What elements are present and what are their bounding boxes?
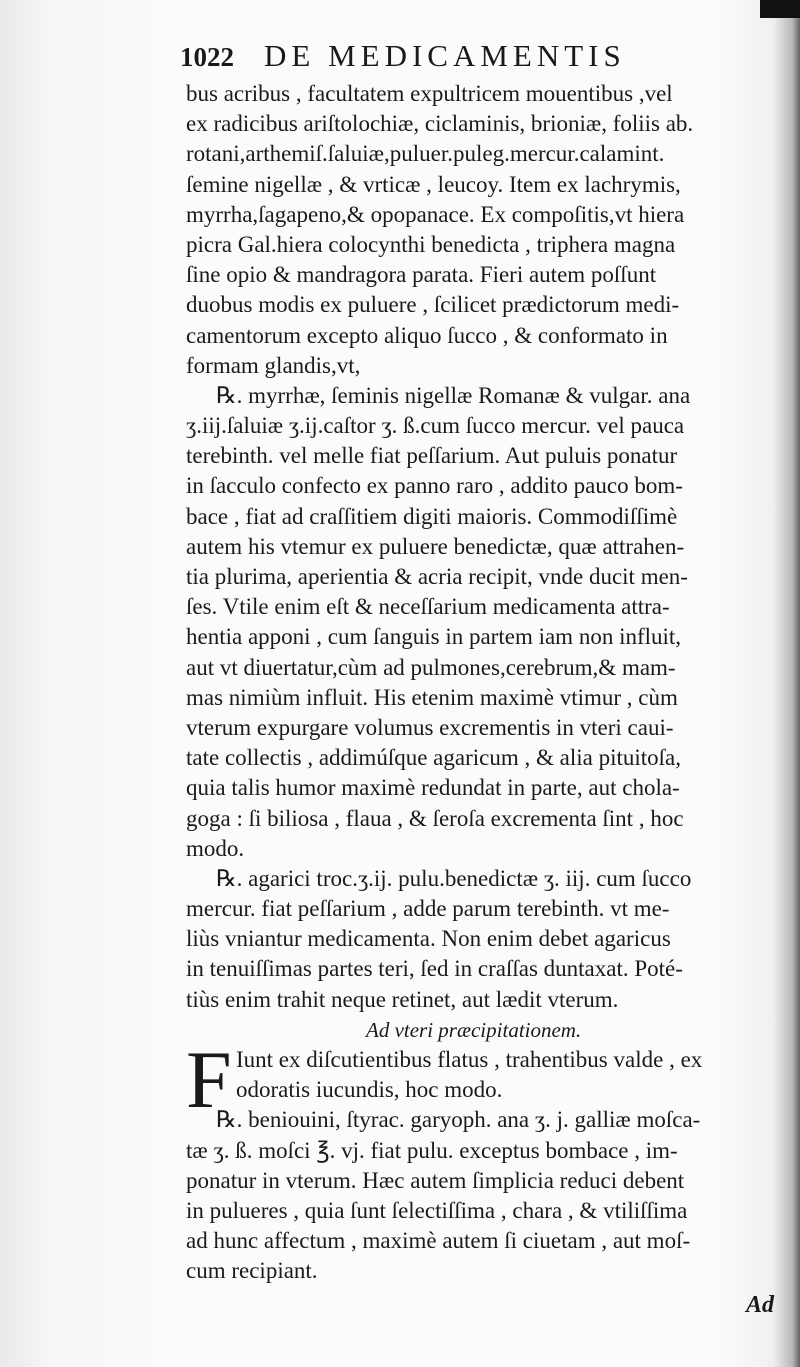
text-line: hentia apponi , cum ſanguis in partem iam non influit, <box>186 624 682 650</box>
page-number: 1022 <box>180 42 234 72</box>
text-line: ſine opio & mandragora parata. Fieri autem poſſunt <box>186 262 657 288</box>
text-line: quia talis humor maximè redundat in parte, aut chola- <box>186 775 680 801</box>
text-line: camentorum excepto aliquo ſucco , & conformato in <box>186 322 668 348</box>
running-title: DE MEDICAMENTIS <box>264 38 626 73</box>
text-line: duobus modis ex puluere , ſcilicet prædictorum medi- <box>186 292 680 318</box>
text-line: tate collectis , addimúſque agaricum , & alia pituitoſa, <box>186 745 681 771</box>
text-line: in tenuiſſimas partes teri, ſed in craſſas duntaxat. Poté- <box>186 956 683 982</box>
text-line: Iunt ex diſcutientibus flatus , trahentibus valde , ex <box>236 1047 703 1072</box>
text-line: goga : ſi biliosa , flaua , & ſeroſa excrementa ſint , hoc <box>186 805 684 831</box>
text-line: cum recipiant. <box>186 1258 318 1284</box>
text-line: odoratis iucundis, hoc modo. <box>236 1077 503 1103</box>
text-line: mercur. fiat peſſarium , adde parum terebinth. vt me- <box>186 896 670 922</box>
text-line: autem his vtemur ex puluere benedictæ, quæ attrahen- <box>186 533 685 559</box>
text-line: vterum expurgare volumus excrementis in vteri caui- <box>186 714 674 740</box>
text-line: ex radicibus ariſtolochiæ, ciclaminis, brioniæ, foliis ab. <box>186 111 694 137</box>
text-line: tæ ʒ. ß. moſci ℥. vj. fiat pulu. exceptus bombace , im- <box>186 1137 678 1163</box>
text-line: liùs vniantur medicamenta. Non enim debet agaricus <box>186 926 671 952</box>
text-line: bus acribus , facultatem expultricem mouentibus ,vel <box>186 81 673 106</box>
text-line: modo. <box>186 835 245 861</box>
text-line: in ſacculo confecto ex panno raro , addito pauco bom- <box>186 473 683 499</box>
text-line: mas nimiùm influit. His etenim maximè vtimur , cùm <box>186 684 678 710</box>
recipe-line: ℞. agarici troc.ʒ.ij. pulu.benedictæ ʒ. iij. cum ſucco <box>216 865 692 891</box>
catchword: Ad <box>745 1292 774 1318</box>
text-line: tiùs enim trahit neque retinet, aut lædit vterum. <box>186 986 619 1012</box>
text-line: picra Gal.hiera colocynthi benedicta , triphera magna <box>186 231 676 257</box>
text-line: bace , fiat ad craſſitiem digiti maioris. Commodiſſimè <box>186 503 678 529</box>
page-corner-shadow <box>760 0 800 18</box>
recipe-line: ℞. myrrhæ, ſeminis nigellæ Romanæ & vulgar. ana <box>216 382 691 408</box>
text-line: rotani,arthemiſ.ſaluiæ,puluer.puleg.mercur.calamint. <box>186 141 665 167</box>
text-line: ʒ.iij.ſaluiæ ʒ.ij.caſtor ʒ. ß.cum ſucco mercur. vel pauca <box>186 413 685 439</box>
body-text <box>186 79 766 1287</box>
text-line: ponatur in vterum. Hæc autem ſimplicia reduci debent <box>186 1167 685 1193</box>
text-line: myrrha,ſagapeno,& opopanace. Ex compoſitis,vt hiera <box>186 201 685 227</box>
page-header <box>180 38 740 78</box>
text-line: ſemine nigellæ , & vrticæ , leucoy. Item ex lachrymis, <box>186 171 681 197</box>
text-line: aut vt diuertatur,cùm ad pulmones,cerebrum,& mam- <box>186 654 676 680</box>
text-line: ad hunc affectum , maximè autem ſi ciuetam , aut moſ- <box>186 1228 691 1254</box>
text-line: ſes. Vtile enim eſt & neceſſarium medicamenta attra- <box>186 594 670 620</box>
text-line: terebinth. vel melle fiat peſſarium. Aut puluis ponatur <box>186 443 678 469</box>
drop-capital: F <box>186 1034 232 1125</box>
section-heading: Ad vteri præcipitationem. <box>366 1017 582 1042</box>
text-line: formam glandis,vt, <box>186 352 361 378</box>
page-edge-shadow <box>774 0 800 1367</box>
recipe-line: ℞. beniouini, ſtyrac. garyoph. ana ʒ. j. galliæ moſca- <box>216 1107 701 1133</box>
text-line: in pulueres , quia ſunt ſelectiſſima , chara , & vtiliſſima <box>186 1197 688 1223</box>
text-line: tia plurima, aperientia & acria recipit, vnde ducit men- <box>186 564 688 589</box>
